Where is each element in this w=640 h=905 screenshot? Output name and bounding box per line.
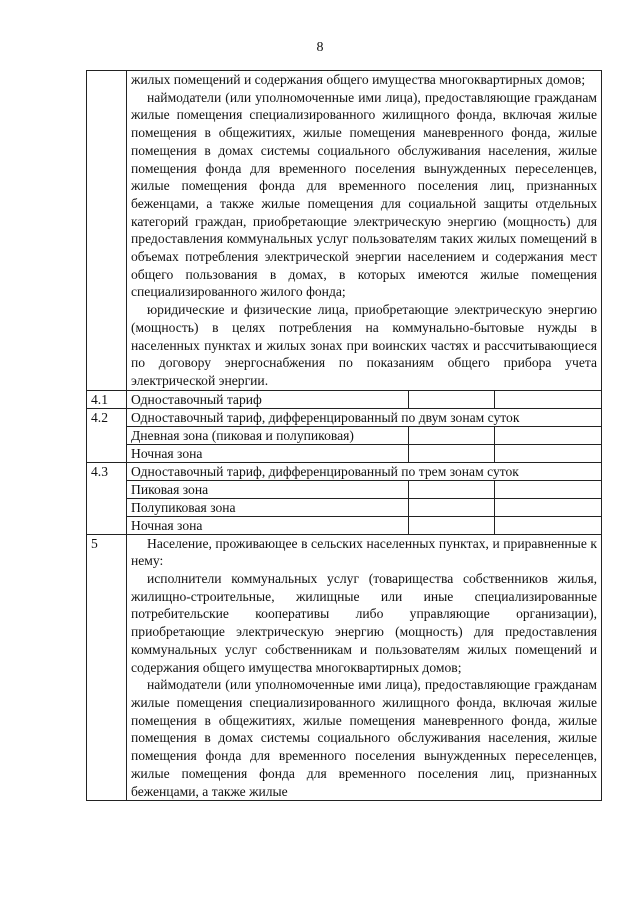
description-cell — [127, 534, 602, 801]
row-label: Одноставочный тариф, дифференцированный по двум зонам суток — [127, 408, 602, 426]
zone-label: Ночная зона — [127, 444, 409, 462]
table-row-4-2-night — [87, 444, 602, 462]
zone-label: Пиковая зона — [127, 480, 409, 498]
table-row-4-3-halfpeak — [87, 498, 602, 516]
row-number-cell — [87, 71, 127, 391]
value-cell — [409, 498, 495, 516]
row-number: 4.1 — [87, 390, 127, 408]
paragraph: наймодатели (или уполномоченные ими лица), предоставляющие гражданам жилые помещения специализированного жилищного фонда, включая жилые помещения в общежитиях, жилые помещения маневренного фонда, жилые помещения в домах системы социального обслуживания населения, жилые помещения фонда для временного поселения вынужденных переселенцев, жилые помещения фонда для временного поселения лиц, признанных беженцами, а также жилые помещения для социальной защиты отдельных категорий граждан, приобретающие электрическую энергию (мощность) для предоставления коммунальных услуг пользователям таких жилых помещений в объемах потребления электрической энергии населением и содержания мест общего пользования в домах, в которых имеются жилые помещения специализированного жилого фонда; — [131, 89, 597, 300]
paragraph: наймодатели (или уполномоченные ими лица), предоставляющие гражданам жилые помещения специализированного жилищного фонда, включая жилые помещения в общежитиях, жилые помещения маневренного фонда, жилые помещения в домах системы социального обслуживания населения, жилые помещения фонда для временного поселения вынужденных переселенцев, жилые помещения фонда для временного поселения лиц, признанных беженцами, а также жилые — [131, 677, 597, 799]
table-row-continuation — [87, 71, 602, 391]
row-label: Одноставочный тариф — [127, 390, 409, 408]
value-cell — [495, 498, 602, 516]
paragraph: жилых помещений и содержания общего имущества многоквартирных домов; — [131, 72, 586, 87]
table-row-5 — [87, 534, 602, 801]
value-cell — [409, 480, 495, 498]
table-row-4-2 — [87, 408, 602, 426]
value-cell — [409, 390, 495, 408]
page-number: 8 — [316, 40, 324, 55]
value-cell — [495, 516, 602, 534]
paragraph: Население, проживающее в сельских населенных пунктах, и приравненные к нему: — [131, 535, 597, 569]
table-row-4-1 — [87, 390, 602, 408]
paragraph: юридические и физические лица, приобретающие электрическую энергию (мощность) в целях потребления на коммунально-бытовые нужды в населенных пунктах и жилых зонах при воинских частях и рассчитывающиеся по договору энергоснабжения по показаниям общего прибора учета электрической энергии. — [131, 302, 597, 388]
value-cell — [409, 516, 495, 534]
value-cell — [409, 444, 495, 462]
paragraph: исполнители коммунальных услуг (товарищества собственников жилья, жилищно-строительные, жилищные или иные специализированные потребительские кооперативы либо управляющие организации), приобретающие электрическую энергию (мощность) для предоставления коммунальных услуг собственникам и пользователям жилых помещений и содержания общего имущества многоквартирных домов; — [131, 571, 597, 675]
tariff-table — [86, 70, 602, 801]
value-cell — [495, 426, 602, 444]
table-row-4-3-night — [87, 516, 602, 534]
table-row-4-3-peak — [87, 480, 602, 498]
row-number: 5 — [87, 534, 127, 801]
zone-label: Полупиковая зона — [127, 498, 409, 516]
value-cell — [495, 390, 602, 408]
zone-label: Дневная зона (пиковая и полупиковая) — [127, 426, 409, 444]
value-cell — [409, 426, 495, 444]
table-row-4-2-day — [87, 426, 602, 444]
value-cell — [495, 480, 602, 498]
row-label: Одноставочный тариф, дифференцированный по трем зонам суток — [127, 462, 602, 480]
value-cell — [495, 444, 602, 462]
table-row-4-3 — [87, 462, 602, 480]
description-cell — [127, 71, 602, 391]
row-number: 4.2 — [87, 408, 127, 462]
zone-label: Ночная зона — [127, 516, 409, 534]
row-number: 4.3 — [87, 462, 127, 534]
